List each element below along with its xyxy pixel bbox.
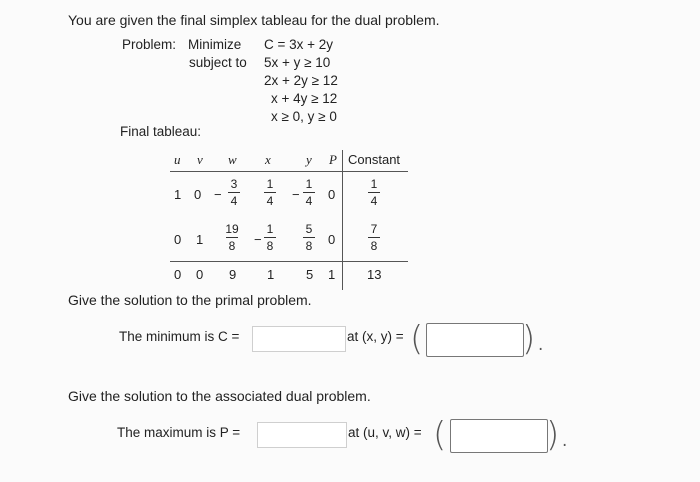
r1-w-num: 3 bbox=[230, 177, 238, 191]
r2-v: 1 bbox=[196, 232, 204, 247]
r2-w-den: 8 bbox=[228, 239, 236, 253]
r2-x bbox=[263, 222, 277, 253]
r1-y-num: 1 bbox=[305, 177, 313, 191]
header-p: P bbox=[329, 152, 337, 167]
r2-c-den: 8 bbox=[370, 239, 378, 253]
r1-c-den: 4 bbox=[370, 194, 378, 208]
r1-x-num: 1 bbox=[266, 177, 274, 191]
header-v: v bbox=[197, 152, 203, 167]
r1-y-minus: − bbox=[292, 187, 300, 202]
r2-w bbox=[222, 222, 242, 253]
r1-y bbox=[302, 177, 316, 208]
constraint-1: 5x + y ≥ 10 bbox=[264, 55, 331, 70]
header-w: w bbox=[228, 152, 237, 167]
subject-to-label: subject to bbox=[189, 55, 247, 70]
max-value-input[interactable] bbox=[257, 422, 347, 448]
header-constant: Constant bbox=[348, 152, 401, 167]
r1-w-den: 4 bbox=[230, 194, 238, 208]
r2-p: 0 bbox=[328, 232, 336, 247]
intro-text: You are given the final simplex tableau for the dual problem. bbox=[68, 12, 440, 28]
primal-prompt: Give the solution to the primal problem. bbox=[68, 292, 312, 308]
open-paren: ( bbox=[410, 319, 424, 359]
r1-w bbox=[224, 177, 244, 208]
r2-w-num: 19 bbox=[225, 222, 239, 236]
dual-prompt: Give the solution to the associated dual problem. bbox=[68, 388, 371, 404]
r1-y-den: 4 bbox=[305, 194, 313, 208]
r2-y-num: 5 bbox=[305, 222, 313, 236]
r1-constant bbox=[367, 177, 381, 208]
max-label: The maximum is P = bbox=[117, 425, 241, 440]
final-tableau-label: Final tableau: bbox=[120, 124, 202, 139]
header-y: y bbox=[306, 152, 312, 167]
r3-v: 0 bbox=[196, 267, 204, 282]
r1-p: 0 bbox=[328, 187, 336, 202]
open-paren-dual: ( bbox=[433, 415, 447, 455]
r3-y: 5 bbox=[306, 267, 314, 282]
r2-y-den: 8 bbox=[305, 239, 313, 253]
r3-w: 9 bbox=[229, 267, 237, 282]
r3-constant: 13 bbox=[367, 267, 382, 282]
r3-p: 1 bbox=[328, 267, 336, 282]
at-uvw-label: at (u, v, w) = bbox=[348, 425, 422, 440]
xy-input[interactable] bbox=[426, 323, 524, 357]
r1-c-num: 1 bbox=[370, 177, 378, 191]
r2-constant bbox=[367, 222, 381, 253]
r2-x-minus: − bbox=[254, 232, 262, 247]
objective: C = 3x + 2y bbox=[264, 37, 334, 52]
r2-x-num: 1 bbox=[266, 222, 274, 236]
r2-u: 0 bbox=[174, 232, 182, 247]
constraint-3: x + 4y ≥ 12 bbox=[271, 91, 338, 106]
r1-x-den: 4 bbox=[266, 194, 274, 208]
at-xy-label: at (x, y) = bbox=[347, 329, 404, 344]
header-x: x bbox=[265, 152, 271, 167]
constraint-4: x ≥ 0, y ≥ 0 bbox=[271, 109, 337, 124]
min-label: The minimum is C = bbox=[119, 329, 240, 344]
header-u: u bbox=[174, 152, 181, 167]
close-paren-dual: ). bbox=[546, 415, 571, 455]
r1-x bbox=[263, 177, 277, 208]
r2-x-den: 8 bbox=[266, 239, 274, 253]
close-paren: ). bbox=[522, 319, 547, 359]
min-value-input[interactable] bbox=[252, 326, 346, 352]
r1-w-minus: − bbox=[214, 187, 222, 202]
r1-v: 0 bbox=[194, 187, 202, 202]
r2-y bbox=[302, 222, 316, 253]
r3-u: 0 bbox=[174, 267, 182, 282]
minimize-label: Minimize bbox=[188, 37, 242, 52]
uvw-input[interactable] bbox=[450, 419, 548, 453]
r1-u: 1 bbox=[174, 187, 182, 202]
constraint-2: 2x + 2y ≥ 12 bbox=[264, 73, 338, 88]
r2-c-num: 7 bbox=[370, 222, 378, 236]
r3-x: 1 bbox=[267, 267, 275, 282]
problem-label: Problem: bbox=[122, 37, 177, 52]
